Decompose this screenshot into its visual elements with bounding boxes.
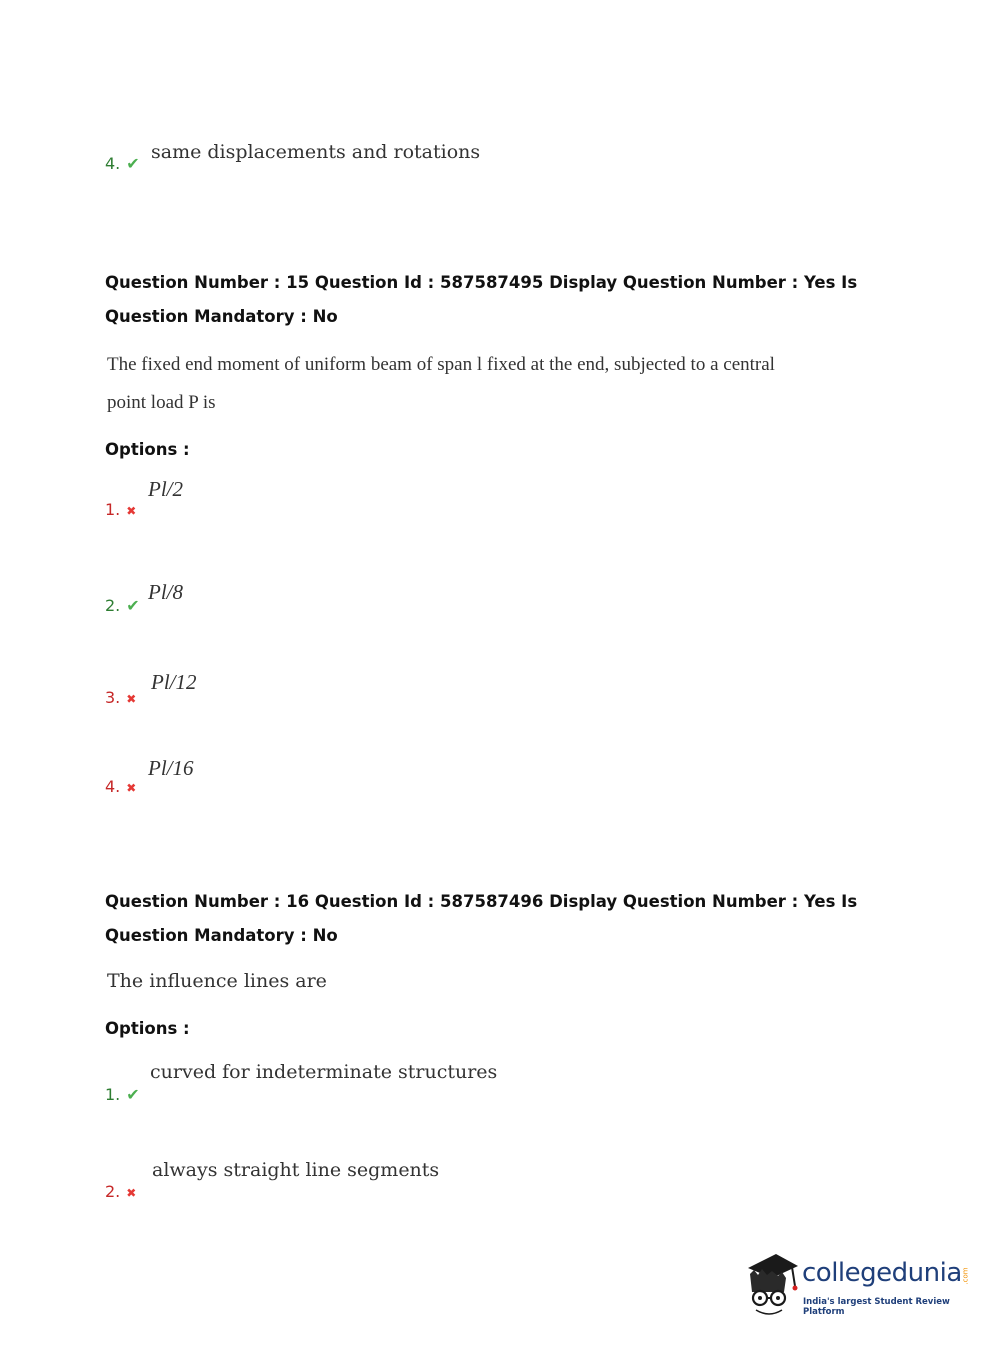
question-header: Question Number : 16 Question Id : 587587496 Display Question Number : Yes Is Question Mandatory : No bbox=[105, 892, 858, 945]
option-number: 2. bbox=[105, 596, 121, 615]
logo-wordmark: collegedunia bbox=[802, 1258, 962, 1288]
check-icon: ✔ bbox=[126, 598, 140, 615]
option-text: Pl/16 bbox=[148, 756, 194, 780]
option-number: 1. bbox=[105, 1085, 121, 1104]
option-row bbox=[105, 777, 136, 797]
cross-icon: ✖ bbox=[126, 504, 137, 518]
option-row bbox=[105, 1182, 136, 1202]
logo-tagline: India's largest Student Review Platform bbox=[803, 1297, 950, 1317]
question-body: The influence lines are bbox=[107, 970, 327, 992]
collegedunia-logo bbox=[742, 1250, 972, 1320]
check-icon: ✔ bbox=[126, 1087, 140, 1104]
option-row bbox=[105, 500, 136, 520]
option-number: 1. bbox=[105, 500, 121, 519]
option-text: Pl/2 bbox=[148, 477, 183, 501]
option-row bbox=[105, 154, 140, 174]
option-text: same displacements and rotations bbox=[151, 141, 481, 163]
question-body bbox=[107, 346, 827, 422]
option-number: 3. bbox=[105, 688, 121, 707]
options-label: Options : bbox=[105, 1019, 190, 1038]
question-body-line: point load P is bbox=[107, 392, 216, 413]
option-number: 2. bbox=[105, 1182, 121, 1201]
option-text: Pl/8 bbox=[148, 580, 183, 604]
option-text: always straight line segments bbox=[152, 1159, 440, 1181]
option-number: 4. bbox=[105, 154, 121, 173]
option-number: 4. bbox=[105, 777, 121, 796]
option-text: Pl/12 bbox=[151, 670, 197, 694]
cross-icon: ✖ bbox=[126, 692, 137, 706]
option-row bbox=[105, 596, 140, 616]
check-icon: ✔ bbox=[126, 156, 140, 173]
logo-suffix: .com bbox=[961, 1267, 970, 1285]
option-row bbox=[105, 1085, 140, 1105]
question-body-line: The fixed end moment of uniform beam of span l fixed at the end, subjected to a central bbox=[107, 354, 775, 375]
options-label: Options : bbox=[105, 440, 190, 459]
option-text: curved for indeterminate structures bbox=[150, 1061, 498, 1083]
question-header: Question Number : 15 Question Id : 587587495 Display Question Number : Yes Is Question Mandatory : No bbox=[105, 273, 858, 326]
mascot-icon bbox=[742, 1250, 802, 1320]
cross-icon: ✖ bbox=[126, 781, 137, 795]
cross-icon: ✖ bbox=[126, 1186, 137, 1200]
option-row bbox=[105, 688, 136, 708]
